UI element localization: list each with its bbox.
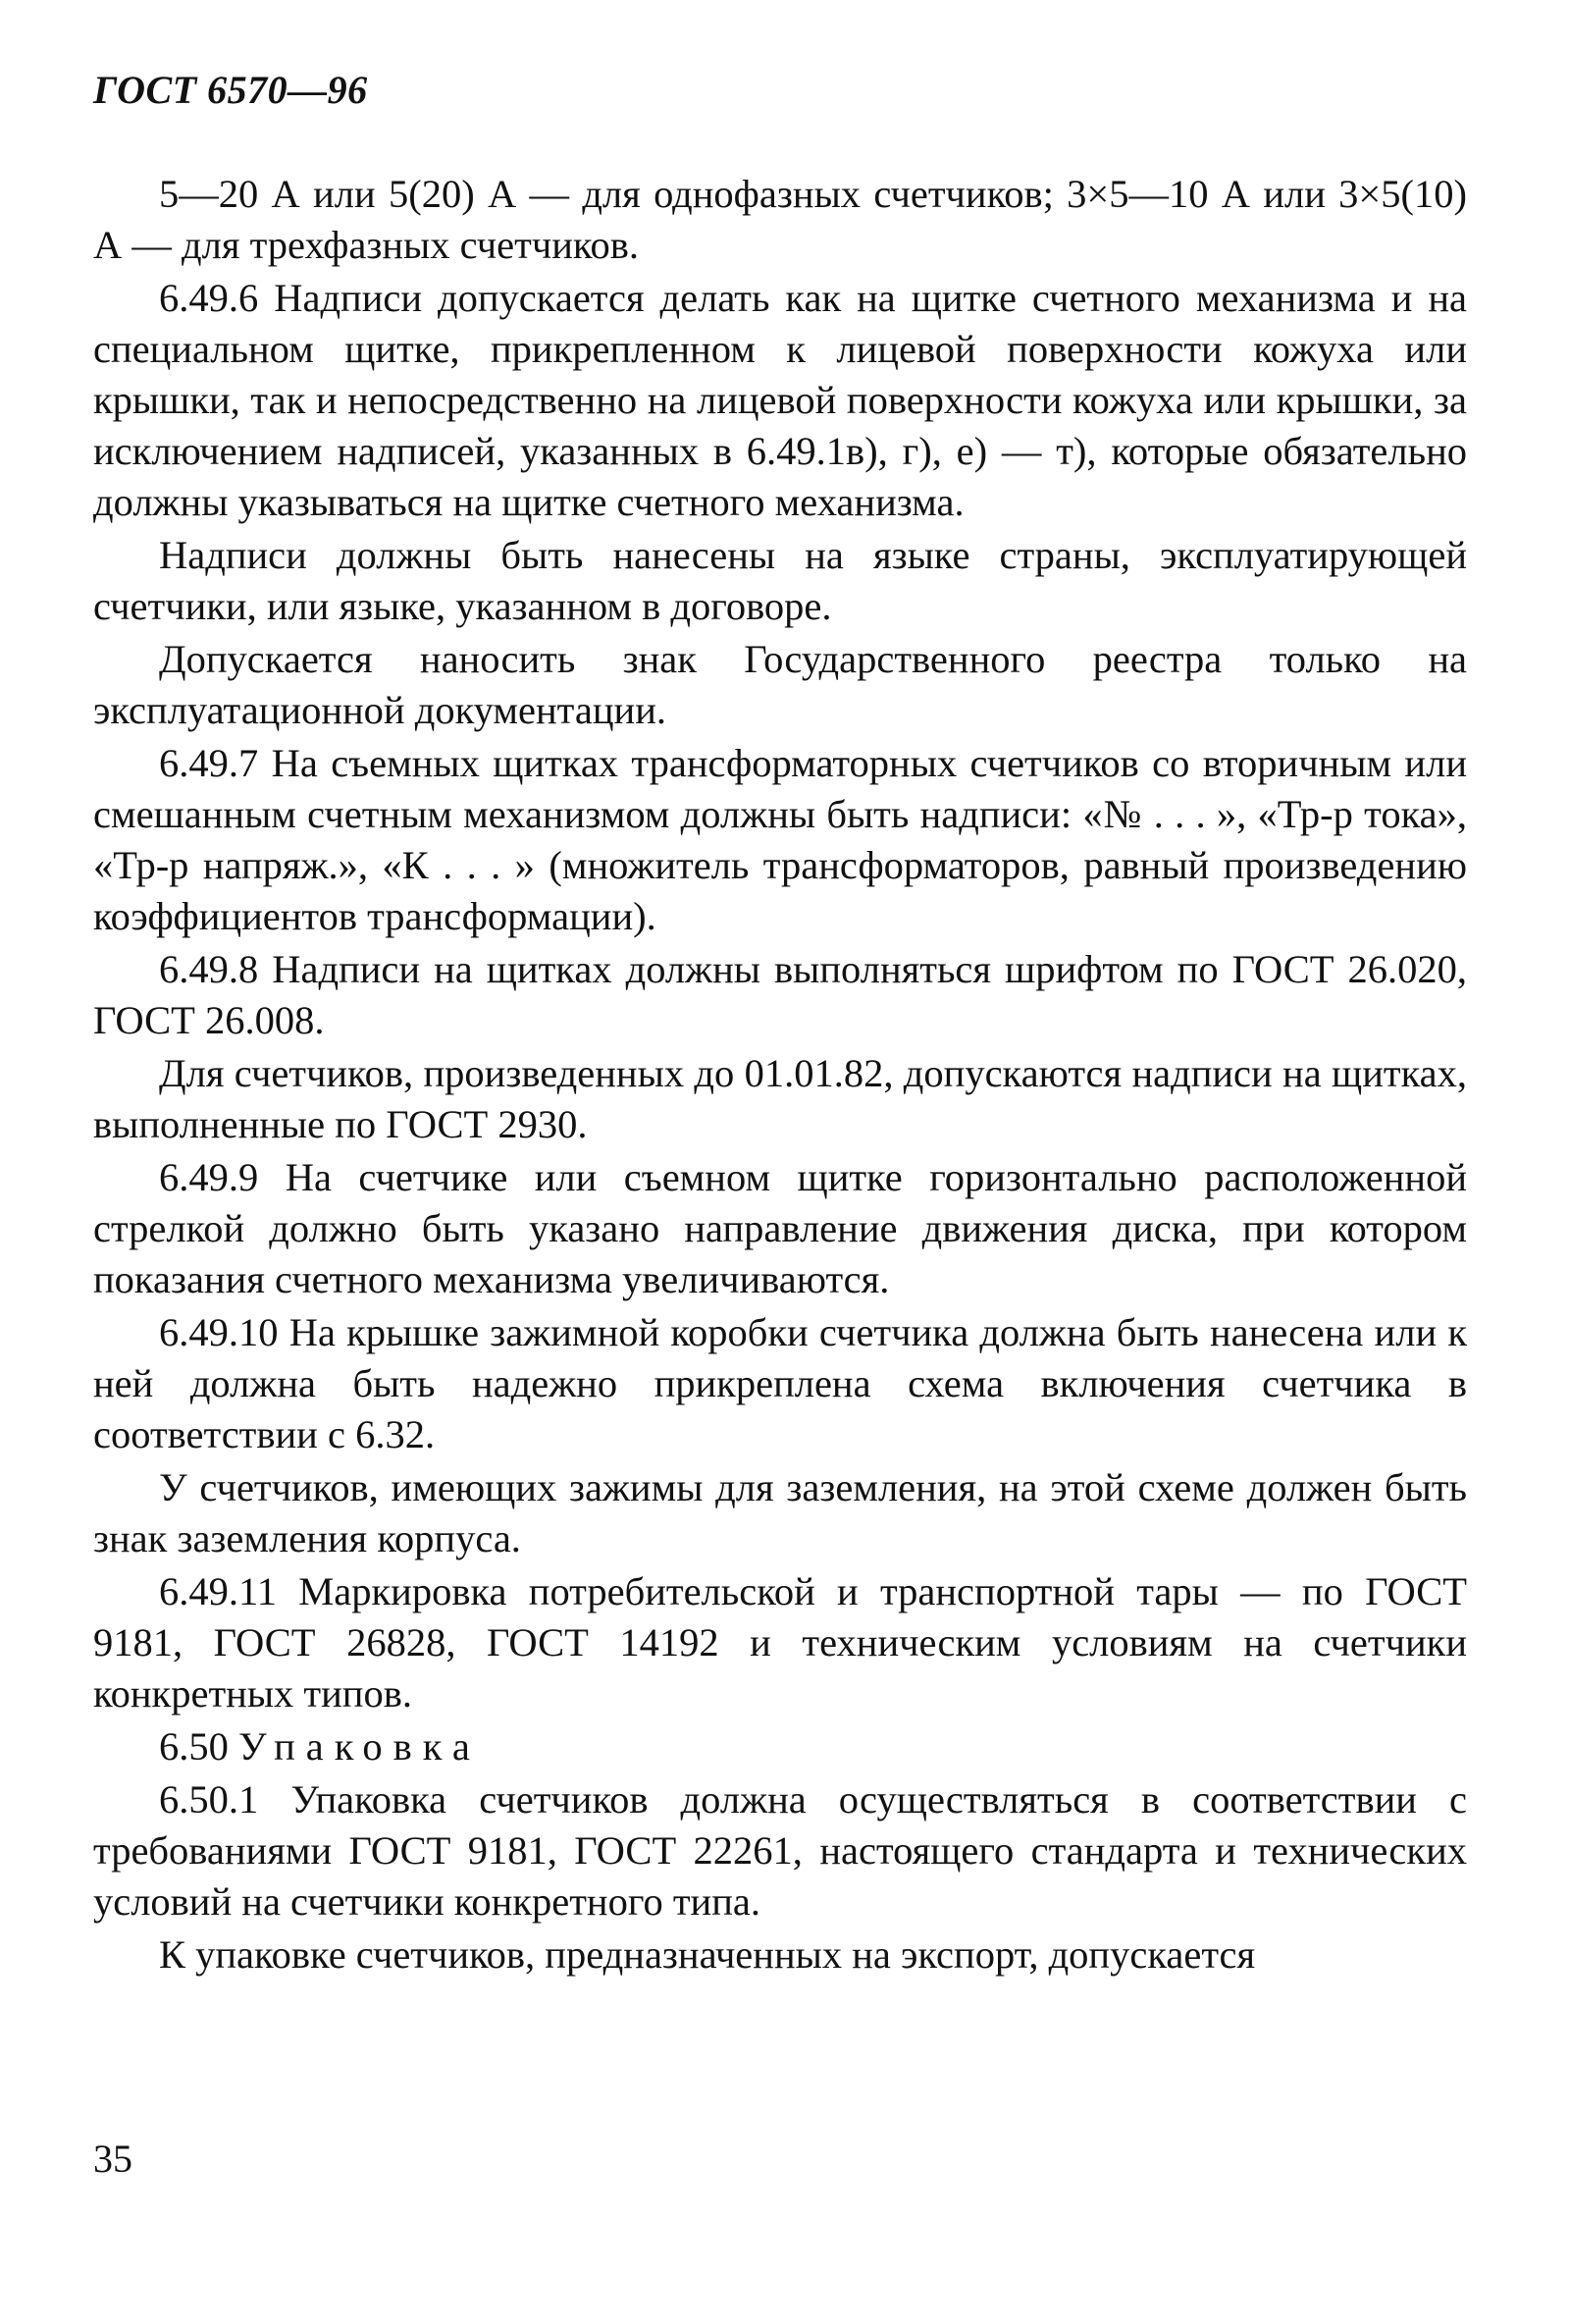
paragraph-6-49-6: 6.49.6 Надписи допускается делать как на щитке счетного механизма и на специальном щитке, прикрепленном к лицевой поверхности кожуха или крышки, так и непосредственно на лицевой поверхности кожуха или крышки, за исключением надписей, указанных в 6.49.1в), г), е) — т), которые обязательно должны указываться на щитке счетного механизма. <box>93 276 1467 524</box>
document-body <box>93 169 1467 1982</box>
paragraph-6-49-8: 6.49.8 Надписи на щитках должны выполняться шрифтом по ГОСТ 26.020, ГОСТ 26.008. <box>93 947 1467 1042</box>
paragraph-6-49-9: 6.49.9 На счетчике или съемном щитке горизонтально расположенной стрелкой должно быть указано направление движения диска, при котором показания счетного механизма увеличиваются. <box>93 1155 1467 1301</box>
paragraph-6-49-10: 6.49.10 На крышке зажимной коробки счетчика должна быть нанесена или к ней должна быть надежно прикреплена схема включения счетчика в соответствии с 6.32. <box>93 1310 1467 1456</box>
section-title: Упаковка <box>238 1724 481 1769</box>
paragraph-state-register: Допускается наносить знак Государственного реестра только на эксплуатационной документации. <box>93 637 1467 732</box>
paragraph-language: Надписи должны быть нанесены на языке страны, эксплуатирующей счетчики, или языке, указанном в договоре. <box>93 533 1467 628</box>
page-number: 35 <box>93 2137 132 2181</box>
document-header: ГОСТ 6570—96 <box>93 68 368 112</box>
section-heading-6-50 <box>93 1721 1467 1772</box>
paragraph-6-50-1: 6.50.1 Упаковка счетчиков должна осуществляться в соответствии с требованиями ГОСТ 9181, ГОСТ 22261, настоящего стандарта и технических условий на счетчики конкретного типа. <box>93 1777 1467 1924</box>
paragraph-current-ratings: 5—20 А или 5(20) А — для однофазных счетчиков; 3×5—10 А или 3×5(10) А — для трехфазных счетчиков. <box>93 172 1467 267</box>
paragraph-grounding: У счетчиков, имеющих зажимы для заземления, на этой схеме должен быть знак заземления корпуса. <box>93 1465 1467 1560</box>
paragraph-pre-1982: Для счетчиков, произведенных до 01.01.82, допускаются надписи на щитках, выполненные по ГОСТ 2930. <box>93 1051 1467 1146</box>
paragraph-6-49-7: 6.49.7 На съемных щитках трансформаторных счетчиков со вторичным или смешанным счетным механизмом должны быть надписи: «№ . . . », «Тр-р тока», «Тр-р напряж.», «К . . . » (множитель трансформаторов, равный произведению коэффициентов трансформации). <box>93 741 1467 938</box>
paragraph-6-49-11: 6.49.11 Маркировка потребительской и транспортной тары — по ГОСТ 9181, ГОСТ 26828, ГОСТ 14192 и техническим условиям на счетчики конкретных типов. <box>93 1569 1467 1716</box>
paragraph-export-packaging: К упаковке счетчиков, предназначенных на экспорт, допускается <box>159 1932 1256 1977</box>
section-number: 6.50 <box>159 1724 229 1769</box>
